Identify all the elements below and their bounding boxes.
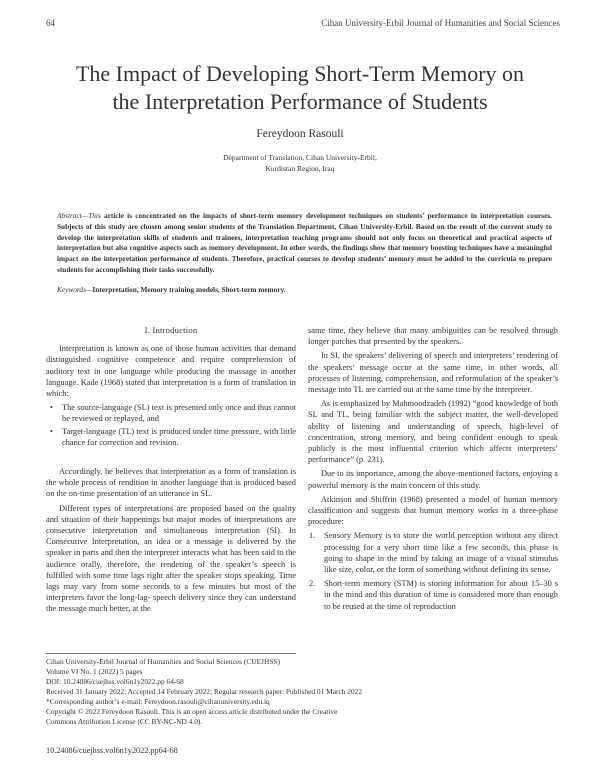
list-text: Short-term memory (STM) is storing information for about 15–30 s in the mind and this duration of time is considered more than enough to be reused at the time of reproduction xyxy=(324,579,558,611)
footer-copyright: Copyright © 2022 Fereydoon Rasouli. This is an open access article distributed under the Creative xyxy=(46,707,338,716)
left-paragraph-3: Different types of interpretations are proposed based on the quality and situation of their happenings but major modes of interpretations are consecutive interpretation and simultaneous interpretation (SI). In Consecutive Interpretation, an idea or a message is delivered by the speaker in parts and then the interpreter interacts what has been said to the audience orally, therefore, the rendering of the speaker’s speech is fulfilled with some time lags right after the speaker stops speaking. Time lags may vary from some seconds to a few minutes but most of the interpreters favor the long-lag- speech delivery since they can understand the message much better, at the xyxy=(46,503,296,614)
list-text: Sensory Memory is to store the world perception without any direct processing for a very short time like a few seconds, this phase is going to shape in the mind by taking an image of a visual stimulus like size, color, or the form of something without defining its sense. xyxy=(324,531,558,575)
footer-dates: Received 31 January 2022; Accepted 14 February 2022; Regular research paper: Published 01 March 2022 xyxy=(46,687,363,696)
left-paragraph-1: Interpretation is known as one of those human activities that demand distinguished cognitive competence and require comprehension of auditory text in one language while producing the massage in another language. Kade (1968) stated that interpretation is a form of translation in which: xyxy=(46,344,296,399)
keywords-text: Interpretation, Memory training models, Short-term memory. xyxy=(92,285,286,294)
title-line-1: The Impact of Developing Short-Term Memory on xyxy=(75,61,525,86)
right-paragraph-4: Due to its importance, among the above-mentioned factors, enjoying a powerful memory is the main concern of this study. xyxy=(308,469,558,490)
bullet-list xyxy=(46,402,296,448)
right-column xyxy=(308,325,558,615)
section-heading: I. Introduction xyxy=(144,325,198,335)
article-footer xyxy=(46,657,560,727)
right-paragraph-2: In SI, the speakers’ delivering of speech and interpreters’ rendering of the speakers’ message occur at the same time, in other words, all processes of listening, comprehension, and reformulation of the speaker’s message into TL are carried out at the same time by the interpreter. xyxy=(308,351,558,395)
abstract-text: article is concentrated on the impacts of short-term memory development techniques on students’ performance in interpretation courses. Subjects of this study are chosen among senior students of the Translation Department, Cihan University-Erbil. Based on the result of the current study to develop the interpretation skills of students and trainees, interpretation teaching programs should not only focus on theoretical and practical aspects of interpretation but also cognitive aspects such as memory development. In other words, the findings show that memory boosting techniques have a meaningful impact on the interpretation performance of students. Therefore, practical courses to develop students’ memory must be added to the curricula to prepare students for accomplishing their tasks successfully. xyxy=(57,211,552,274)
title-line-2: the Interpretation Performance of Students xyxy=(112,89,488,114)
page-number: 64 xyxy=(46,18,55,28)
left-paragraph-2: Accordingly, he believes that interpretation as a form of translation is the whole process of rendition in another language that is produced based on the on-time presentation of an utterance in SL. xyxy=(46,467,296,499)
left-column xyxy=(46,325,296,618)
running-header xyxy=(46,18,560,32)
right-paragraph-5: Atkinson and Shiffrin (1968) presented a model of human memory classification and suggests that human memory works in a three-phase procedure: xyxy=(308,494,558,527)
affiliation xyxy=(40,152,560,174)
keywords-label: Keywords— xyxy=(57,285,93,294)
list-number: 1. xyxy=(309,531,316,541)
list-number: 2. xyxy=(309,579,316,589)
keywords xyxy=(57,285,552,294)
journal-name: Cihan University-Erbil Journal of Humanities and Social Sciences xyxy=(321,18,560,28)
right-paragraph-1: same time, they believe that many ambiguities can be resolved through longer patches that presented by the speakers. xyxy=(308,326,558,347)
affiliation-line-1: Department of Translation, Cihan University-Erbil, xyxy=(223,153,377,162)
footer-email: *Corresponding author’s e-mail: Fereydoon.rasouli@cihanuniversity.edu.iq xyxy=(46,697,270,706)
footer-license: Commons Attribution License (CC BY-NC-ND 4.0). xyxy=(46,717,203,726)
paper-title xyxy=(40,60,560,116)
footer-divider xyxy=(46,653,296,654)
list-item: • The source-language (SL) text is presented only once and thus cannot be reviewed or replayed, and xyxy=(62,402,296,424)
list-item xyxy=(309,578,558,612)
list-item: • Target-language (TL) text is produced under time pressure, with little chance for correction and revision. xyxy=(62,426,296,448)
affiliation-line-2: Kurdistan Region, Iraq xyxy=(265,164,335,173)
footer-doi: DOI: 10.24086/cuejhss.vol6n1y2022.pp 64-68 xyxy=(46,677,184,686)
author-name: Fereydoon Rasouli xyxy=(256,128,344,140)
footer-volume: Volume VI No. 1 (2022) 5 pages xyxy=(46,667,143,676)
bottom-doi: 10.24086/cuejhss.vol6n1y2022.pp64-68 xyxy=(46,746,178,755)
numbered-list xyxy=(308,530,558,611)
right-paragraph-3: As is emphasized by Mahmoodzadeh (1992) “good knowledge of both SL and TL, being familiar with the subject matter, the well-developed ability of listening and understanding of speech, high-level of concentration, strong memory, and being confident enough to speak publicly is the most influential criterion which affects interpreters’ performance” (p. 231). xyxy=(308,399,559,465)
list-item xyxy=(309,530,558,575)
abstract-label: Abstract—This xyxy=(57,211,101,220)
footer-journal: Cihan University-Erbil Journal of Humanities and Social Sciences (CUEJHSS) xyxy=(46,657,280,666)
abstract xyxy=(57,211,552,276)
